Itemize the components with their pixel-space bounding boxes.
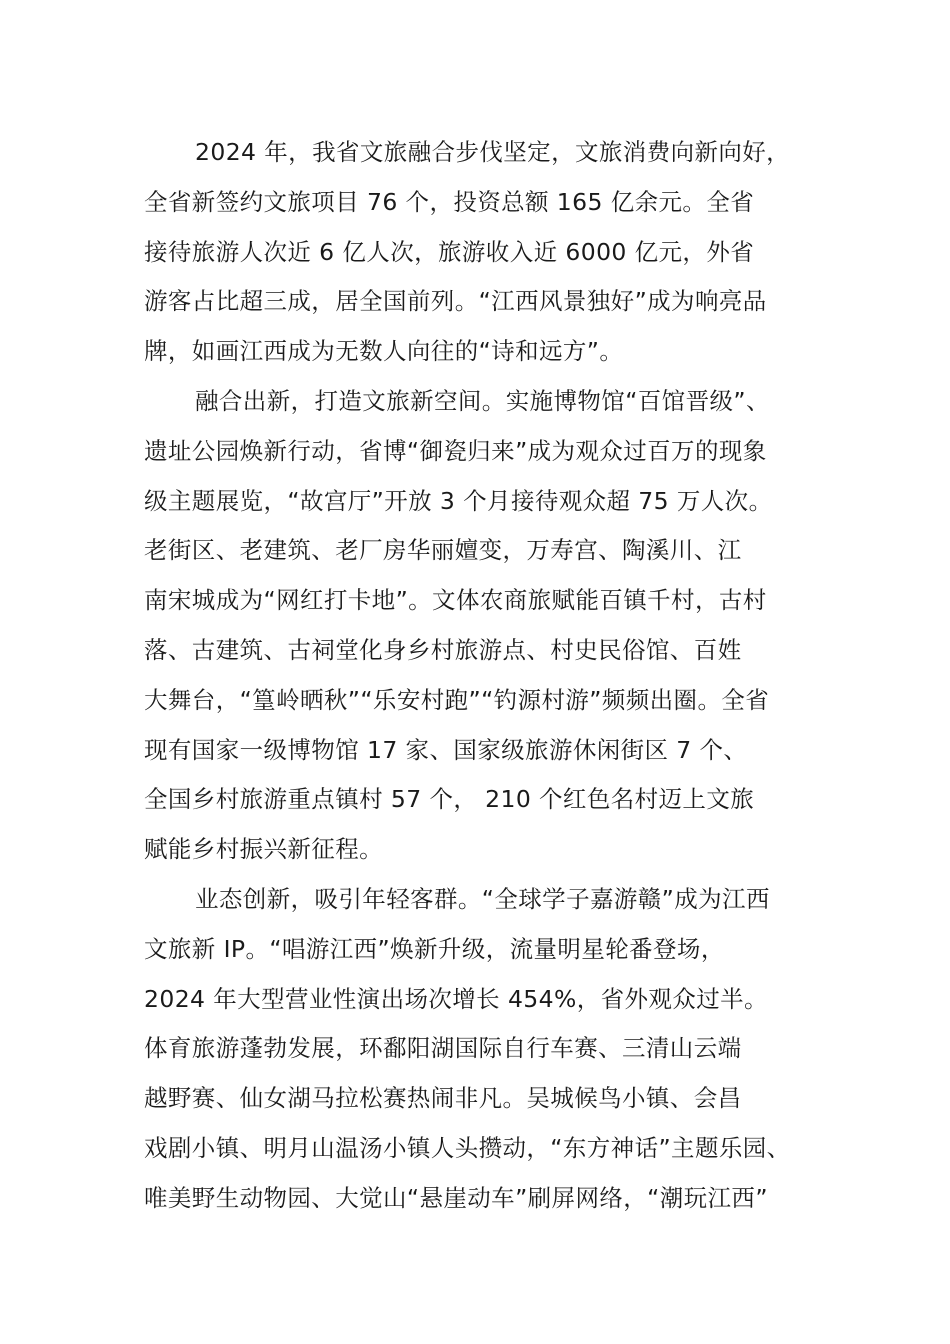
paragraph-3-line-7: 唯美野生动物园、大觉山“悬崖动车”刷屏网络，“潮玩江西” (144, 1183, 768, 1212)
paragraph-1-line-5: 牌，如画江西成为无数人向往的“诗和远方”。 (144, 337, 624, 366)
paragraph-1-line-3: 接待旅游人次近 6 亿人次，旅游收入近 6000 亿元，外省 (144, 237, 755, 266)
paragraph-1-line-4: 游客占比超三成，居全国前列。“江西风景独好”成为响亮品 (144, 287, 767, 316)
paragraph-2-line-2: 遗址公园焕新行动，省博“御瓷归来”成为观众过百万的现象 (144, 436, 767, 465)
paragraph-2-line-7: 大舞台，“篁岭晒秋”“乐安村跑”“钓源村游”频频出圈。全省 (144, 685, 770, 714)
paragraph-3-line-5: 越野赛、仙女湖马拉松赛热闹非凡。吴城候鸟小镇、会昌 (144, 1084, 742, 1113)
paragraph-1-line-1: 2024 年，我省文旅融合步伐坚定，文旅消费向新向好， (195, 138, 791, 166)
paragraph-2-line-4: 老街区、老建筑、老厂房华丽嬗变，万寿宫、陶溪川、江 (144, 536, 742, 565)
body-text (144, 128, 834, 1224)
paragraph-3-line-2: 文旅新 IP。“唱游江西”焕新升级，流量明星轮番登场， (144, 934, 725, 963)
paragraph-2-line-5: 南宋城成为“网红打卡地”。文体农商旅赋能百镇千村，古村 (144, 586, 767, 615)
paragraph-1-line-2: 全省新签约文旅项目 76 个，投资总额 165 亿余元。全省 (144, 187, 755, 216)
paragraph-3-line-6: 戏剧小镇、明月山温汤小镇人头攒动，“东方神话”主题乐园、 (144, 1133, 791, 1162)
paragraph-2-line-1: 融合出新，打造文旅新空间。实施博物馆“百馆晋级”、 (195, 386, 770, 415)
paragraph-2-line-9: 全国乡村旅游重点镇村 57 个， 210 个红色名村迈上文旅 (144, 785, 755, 814)
paragraph-3-line-4: 体育旅游蓬勃发展，环鄱阳湖国际自行车赛、三清山云端 (144, 1034, 742, 1063)
paragraph-2-line-8: 现有国家一级博物馆 17 家、国家级旅游休闲街区 7 个、 (144, 735, 748, 764)
paragraph-2-line-6: 落、古建筑、古祠堂化身乡村旅游点、村史民俗馆、百姓 (144, 635, 742, 664)
paragraph-2-line-3: 级主题展览，“故宫厅”开放 3 个月接待观众超 75 万人次。 (144, 486, 773, 515)
paragraph-2-line-10: 赋能乡村振兴新征程。 (144, 835, 383, 864)
paragraph-3-line-1: 业态创新，吸引年轻客群。“全球学子嘉游赣”成为江西 (195, 884, 770, 913)
paragraph-3-line-3: 2024 年大型营业性演出场次增长 454%，省外观众过半。 (144, 984, 768, 1013)
